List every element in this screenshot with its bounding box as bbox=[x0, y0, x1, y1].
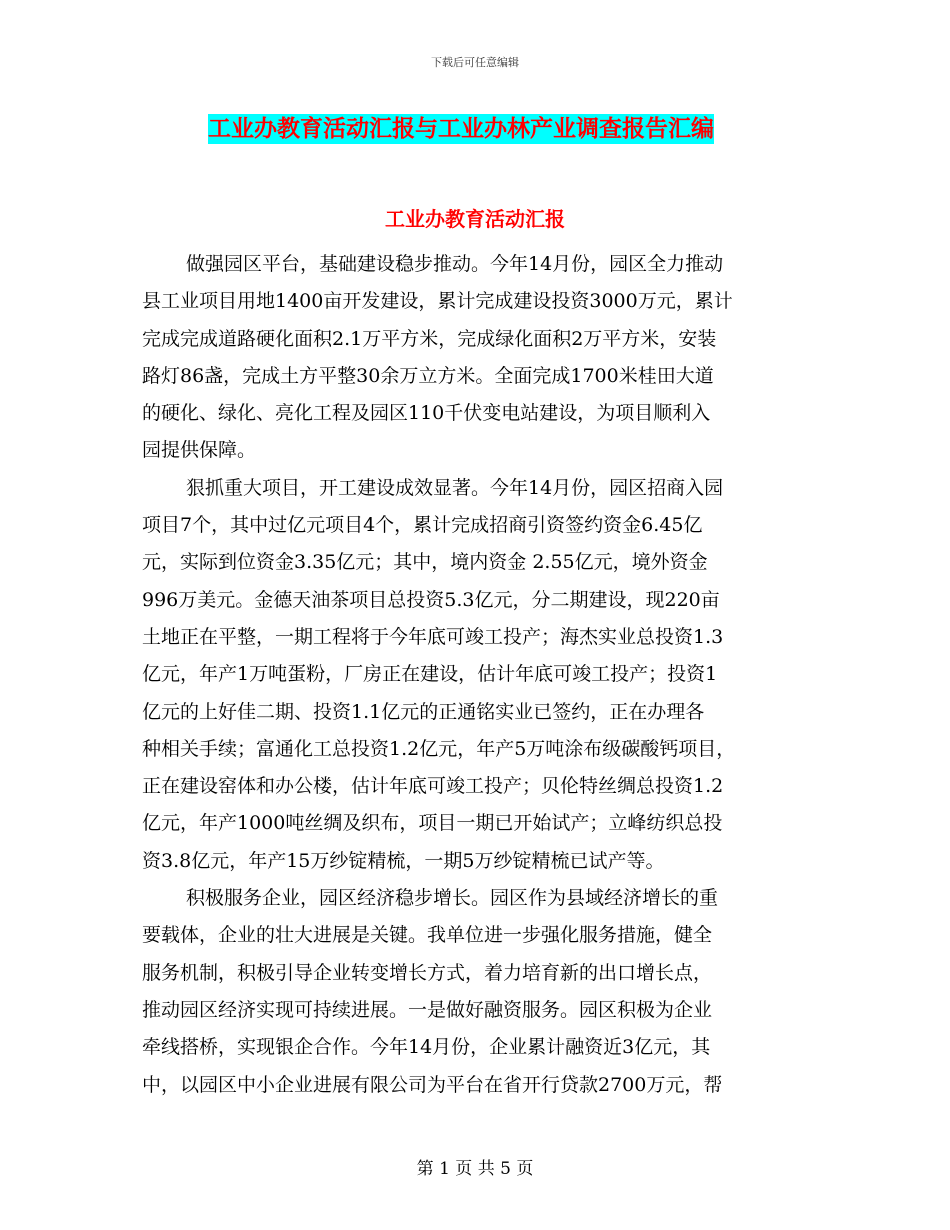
paragraph-line: 园提供保障。 bbox=[142, 439, 257, 462]
paragraph-line: 做强园区平台，基础建设稳步推动。今年14月份，园区全力推动 bbox=[186, 253, 724, 275]
paragraph-line: 完成完成道路硬化面积2.1万平方米，完成绿化面积2万平方米，安装 bbox=[142, 327, 717, 350]
paragraph-line: 正在建设窑体和办公楼，估计年底可竣工投产；贝伦特丝绸总投资1.2 bbox=[142, 775, 724, 798]
section-title: 工业办教育活动汇报 bbox=[385, 207, 565, 231]
body-text bbox=[142, 246, 822, 1104]
paragraph-line: 牵线搭桥，实现银企合作。今年14月份，企业累计融资近3亿元，其 bbox=[142, 1036, 711, 1059]
paragraph-line: 的硬化、绿化、亮化工程及园区110千伏变电站建设，为项目顺利入 bbox=[142, 402, 711, 425]
paragraph-line: 亿元，年产1000吨丝绸及织布，项目一期已开始试产；立峰纺织总投 bbox=[142, 812, 723, 835]
paragraph-line: 积极服务企业，园区经济稳步增长。园区作为县域经济增长的重 bbox=[186, 887, 719, 910]
paragraph-line: 亿元，年产1万吨蛋粉，厂房正在建设，估计年底可竣工投产；投资1 bbox=[142, 663, 718, 686]
paragraph-line: 亿元的上好佳二期、投资1.1亿元的正通铭实业已签约，正在办理各 bbox=[142, 700, 705, 723]
paragraph-line: 元，实际到位资金3.35亿元；其中，境内资金 2.55亿元，境外资金 bbox=[142, 551, 708, 574]
paragraph-line: 中，以园区中小企业进展有限公司为平台在省开行贷款2700万元，帮 bbox=[142, 1073, 723, 1096]
paragraph-line: 路灯86盏，完成土方平整30余万立方米。全面完成1700米桂田大道 bbox=[142, 364, 714, 387]
paragraph-line: 狠抓重大项目，开工建设成效显著。今年14月份，园区招商入园 bbox=[186, 476, 724, 499]
paragraph-line: 服务机制，积极引导企业转变增长方式，着力培育新的出口增长点， bbox=[142, 961, 713, 984]
paragraph-line: 项目7个，其中过亿元项目4个，累计完成招商引资签约资金6.45亿 bbox=[142, 514, 703, 537]
paragraph-line: 种相关手续；富通化工总投资1.2亿元，年产5万吨涂布级碳酸钙项目， bbox=[142, 737, 736, 760]
paragraph-line: 要载体，企业的壮大进展是关键。我单位进一步强化服务措施，健全 bbox=[142, 924, 713, 947]
paragraph-line: 推动园区经济实现可持续进展。一是做好融资服务。园区积极为企业 bbox=[142, 998, 713, 1021]
paragraph-line: 土地正在平整，一期工程将于今年底可竣工投产；海杰实业总投资1.3 bbox=[142, 625, 724, 648]
paragraph-line: 996万美元。金德天油茶项目总投资5.3亿元，分二期建设，现220亩 bbox=[142, 588, 720, 611]
header-note: 下载后可任意编辑 bbox=[431, 56, 519, 69]
paragraph-line: 县工业项目用地1400亩开发建设，累计完成建设投资3000万元，累计 bbox=[142, 290, 733, 313]
document-title bbox=[208, 114, 714, 144]
document-title-text: 工业办教育活动汇报与工业办林产业调查报告汇编 bbox=[208, 116, 714, 142]
paragraph-line: 资3.8亿元，年产15万纱锭精梳，一期5万纱锭精梳已试产等。 bbox=[142, 849, 665, 872]
page-number: 第 1 页 共 5 页 bbox=[416, 1159, 534, 1179]
